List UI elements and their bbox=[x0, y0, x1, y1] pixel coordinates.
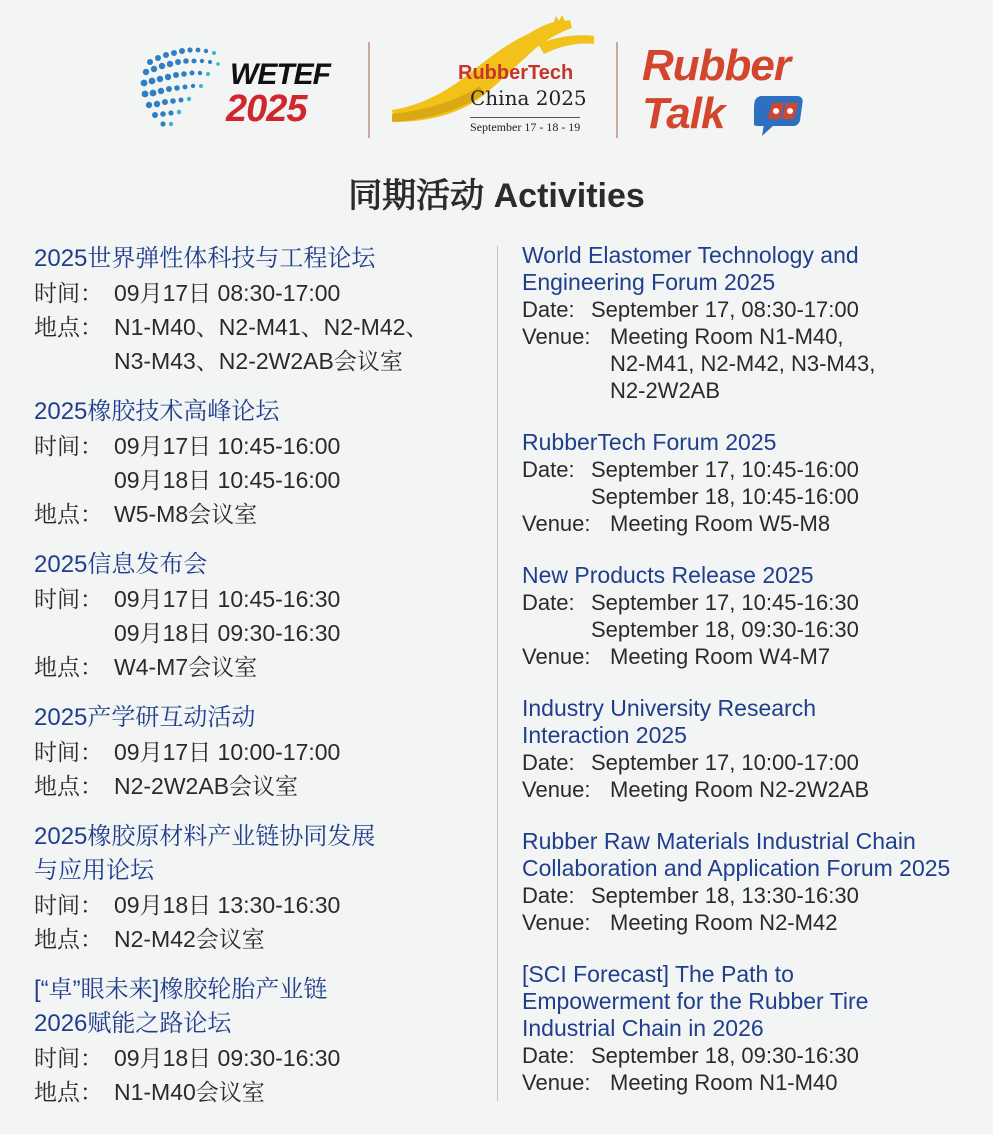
en-venue-row bbox=[522, 909, 987, 936]
venue-label: Venue: bbox=[522, 644, 591, 669]
en-event-title: Rubber Raw Materials Industrial Chain bbox=[522, 828, 916, 854]
en-venue-row bbox=[522, 510, 987, 537]
date-value: September 17, 10:45-16:30 bbox=[591, 590, 859, 615]
logo-separator bbox=[368, 42, 370, 138]
en-event-title: Industry University Research bbox=[522, 695, 816, 721]
rubbertech-date: September 17 - 18 - 19 bbox=[470, 117, 580, 135]
en-event-title: Empowerment for the Rubber Tire bbox=[522, 988, 869, 1014]
cn-event bbox=[34, 548, 484, 684]
en-event-title: Interaction 2025 bbox=[522, 722, 687, 748]
time-label: 时间： bbox=[34, 1045, 103, 1071]
cn-event-title: 2025信息发布会 bbox=[34, 551, 208, 578]
time-value: 09月17日 10:00-17:00 bbox=[114, 739, 341, 765]
cn-event bbox=[34, 820, 484, 956]
en-venue-row bbox=[522, 643, 987, 670]
venue-label: Venue: bbox=[522, 1070, 591, 1095]
header-logos bbox=[0, 0, 993, 150]
date-value: September 18, 09:30-16:30 bbox=[591, 617, 859, 642]
date-value: September 17, 08:30-17:00 bbox=[591, 297, 859, 322]
cn-event-title: 2026赋能之路论坛 bbox=[34, 1010, 232, 1037]
venue-value: Meeting Room N2-M42 bbox=[610, 910, 838, 935]
cn-venue-row bbox=[34, 497, 484, 531]
time-label: 时间： bbox=[34, 586, 103, 612]
cn-event-title: 2025世界弹性体科技与工程论坛 bbox=[34, 245, 376, 272]
rubbertech-logo bbox=[388, 14, 596, 138]
venue-value: N2-M41, N2-M42, N3-M43, bbox=[610, 351, 876, 376]
rubbertalk-line1: Rubber bbox=[642, 41, 790, 90]
cn-event-title: 与应用论坛 bbox=[34, 857, 154, 884]
time-value: 09月18日 09:30-16:30 bbox=[114, 1045, 341, 1071]
en-event-title: Engineering Forum 2025 bbox=[522, 269, 776, 295]
cn-event bbox=[34, 701, 484, 803]
venue-label: Venue: bbox=[522, 777, 591, 802]
en-venue-row bbox=[522, 776, 987, 803]
speech-bubble-icon bbox=[754, 92, 806, 138]
en-event-title: World Elastomer Technology and bbox=[522, 242, 859, 268]
en-venue-row bbox=[522, 1069, 987, 1096]
cn-venue-row bbox=[34, 922, 484, 956]
venue-label: 地点： bbox=[34, 501, 103, 527]
date-label: Date: bbox=[522, 750, 575, 775]
en-event-title: RubberTech Forum 2025 bbox=[522, 429, 777, 455]
date-label: Date: bbox=[522, 297, 575, 322]
venue-value: N1-M40会议室 bbox=[114, 1079, 265, 1105]
cn-event-title: 2025橡胶原材料产业链协同发展 bbox=[34, 823, 376, 850]
en-date-row bbox=[522, 456, 987, 510]
venue-label: 地点： bbox=[34, 926, 103, 952]
en-event bbox=[522, 695, 987, 803]
cn-venue-row bbox=[34, 769, 484, 803]
wetef-year: 2025 bbox=[226, 88, 307, 130]
date-label: Date: bbox=[522, 590, 575, 615]
venue-label: 地点： bbox=[34, 654, 103, 680]
en-event bbox=[522, 562, 987, 670]
venue-value: Meeting Room W5-M8 bbox=[610, 511, 831, 536]
cn-time-row bbox=[34, 582, 484, 650]
date-label: Date: bbox=[522, 883, 575, 908]
cn-event-title: 2025橡胶技术高峰论坛 bbox=[34, 398, 280, 425]
venue-value: Meeting Room N1-M40, bbox=[610, 324, 844, 349]
venue-value: Meeting Room N1-M40 bbox=[610, 1070, 838, 1095]
time-value: 09月18日 09:30-16:30 bbox=[114, 620, 341, 646]
venue-label: 地点： bbox=[34, 314, 103, 340]
time-label: 时间： bbox=[34, 739, 103, 765]
en-event bbox=[522, 961, 987, 1096]
time-value: 09月17日 10:45-16:00 bbox=[114, 433, 341, 459]
cn-time-row bbox=[34, 429, 484, 497]
date-label: Date: bbox=[522, 457, 575, 482]
venue-value: N1-M40、N2-M41、N2-M42、 bbox=[114, 314, 429, 340]
time-value: 09月18日 10:45-16:00 bbox=[114, 467, 341, 493]
logo-separator bbox=[616, 42, 618, 138]
en-venue-row bbox=[522, 323, 987, 404]
cn-event bbox=[34, 395, 484, 531]
cn-venue-row bbox=[34, 310, 484, 378]
cn-event bbox=[34, 973, 484, 1109]
en-date-row bbox=[522, 589, 987, 643]
venue-value: W4-M7会议室 bbox=[114, 654, 258, 680]
venue-value: N2-2W2AB会议室 bbox=[114, 773, 299, 799]
rubbertech-china: China 2025 bbox=[470, 86, 587, 110]
time-label: 时间： bbox=[34, 892, 103, 918]
en-event-title: Industrial Chain in 2026 bbox=[522, 1015, 764, 1041]
en-date-row bbox=[522, 882, 987, 909]
column-divider bbox=[497, 246, 498, 1101]
venue-value: N3-M43、N2-2W2AB会议室 bbox=[114, 348, 403, 374]
en-event bbox=[522, 828, 987, 936]
en-date-row bbox=[522, 749, 987, 776]
venue-value: N2-M42会议室 bbox=[114, 926, 265, 952]
time-value: 09月17日 08:30-17:00 bbox=[114, 280, 341, 306]
rubbertalk-logo bbox=[642, 40, 822, 140]
venue-label: Venue: bbox=[522, 910, 591, 935]
page-title: 同期活动 Activities bbox=[348, 177, 645, 215]
wetef-logo bbox=[140, 40, 350, 135]
date-value: September 17, 10:45-16:00 bbox=[591, 457, 859, 482]
en-events-column bbox=[522, 242, 987, 1121]
cn-time-row bbox=[34, 735, 484, 769]
cn-event-title: [“卓”眼未来]橡胶轮胎产业链 bbox=[34, 976, 328, 1003]
en-date-row bbox=[522, 296, 987, 323]
date-value: September 18, 10:45-16:00 bbox=[591, 484, 859, 509]
time-value: 09月18日 13:30-16:30 bbox=[114, 892, 341, 918]
rubbertech-name: RubberTech bbox=[458, 62, 574, 84]
venue-label: 地点： bbox=[34, 773, 103, 799]
en-event-title: Collaboration and Application Forum 2025 bbox=[522, 855, 951, 881]
cn-time-row bbox=[34, 276, 484, 310]
en-event-title: New Products Release 2025 bbox=[522, 562, 814, 588]
venue-value: W5-M8会议室 bbox=[114, 501, 258, 527]
date-label: Date: bbox=[522, 1043, 575, 1068]
cn-events-column bbox=[34, 242, 484, 1126]
rubbertalk-line2: Talk bbox=[642, 89, 725, 138]
date-value: September 18, 13:30-16:30 bbox=[591, 883, 859, 908]
date-value: September 17, 10:00-17:00 bbox=[591, 750, 859, 775]
en-event bbox=[522, 429, 987, 537]
cn-venue-row bbox=[34, 650, 484, 684]
en-date-row bbox=[522, 1042, 987, 1069]
date-value: September 18, 09:30-16:30 bbox=[591, 1043, 859, 1068]
cn-event-title: 2025产学研互动活动 bbox=[34, 704, 256, 731]
venue-label: Venue: bbox=[522, 324, 591, 349]
en-event bbox=[522, 242, 987, 404]
venue-label: 地点： bbox=[34, 1079, 103, 1105]
wetef-globe-icon bbox=[140, 42, 226, 132]
cn-venue-row bbox=[34, 1075, 484, 1109]
wetef-wordmark: WETEF bbox=[230, 58, 330, 91]
venue-label: Venue: bbox=[522, 511, 591, 536]
cn-event bbox=[34, 242, 484, 378]
venue-value: N2-2W2AB bbox=[610, 378, 721, 403]
cn-time-row bbox=[34, 1041, 484, 1075]
cn-time-row bbox=[34, 888, 484, 922]
time-label: 时间： bbox=[34, 433, 103, 459]
venue-value: Meeting Room N2-2W2AB bbox=[610, 777, 870, 802]
en-event-title: [SCI Forecast] The Path to bbox=[522, 961, 794, 987]
venue-value: Meeting Room W4-M7 bbox=[610, 644, 831, 669]
time-label: 时间： bbox=[34, 280, 103, 306]
time-value: 09月17日 10:45-16:30 bbox=[114, 586, 341, 612]
